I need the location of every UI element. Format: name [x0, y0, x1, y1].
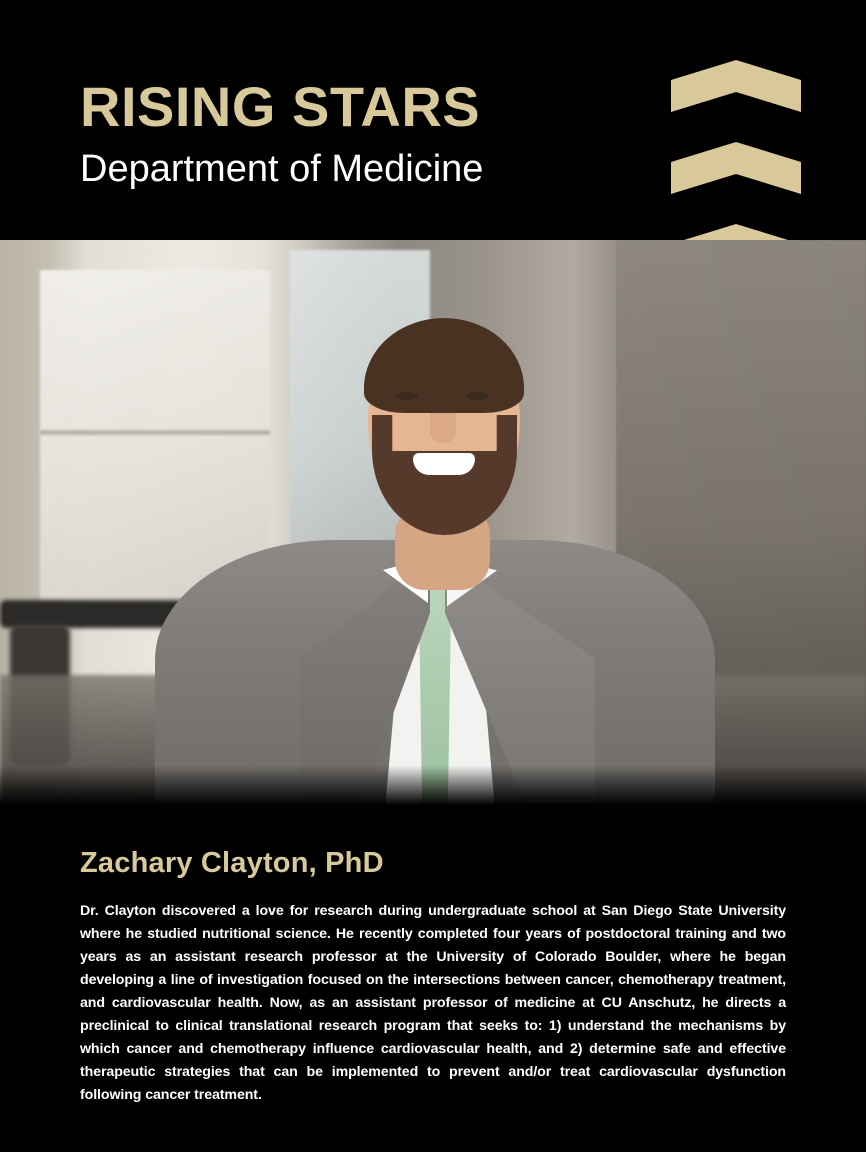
bio-paragraph: Dr. Clayton discovered a love for research during undergraduate school at San Diego State University where he studied nutritional science. He recently completed four years of postdoctoral training and two years as an assistant research professor at the University of Colorado Boulder, where he began developing a line of investigation focused on the intersections between cancer, chemotherapy treatment, and cardiovascular health. Now, as an assistant professor of medicine at CU Anschutz, he directs a preclinical to clinical translational research program that seeks to: 1) understand the mechanisms by which cancer and chemotherapy influence cardiovascular health, and 2) determine safe and effective therapeutic strategies that can be implemented to prevent and/or treat cardiovascular dysfunction following cancer treatment. — [80, 903, 786, 1103]
eyebrow-right — [462, 378, 492, 385]
chevron-down-icon — [671, 60, 801, 120]
photo-bottom-fade — [0, 765, 866, 805]
page-subtitle: Department of Medicine — [80, 147, 484, 190]
person-name: Zachary Clayton, PhD — [80, 847, 384, 879]
chevron-down-icon — [671, 224, 801, 240]
bio-section — [0, 805, 866, 1107]
eye-right — [466, 392, 488, 400]
smile — [413, 453, 475, 475]
eyebrow-left — [392, 378, 422, 385]
eye-left — [396, 392, 418, 400]
chevron-down-icon — [671, 142, 801, 202]
header-text-block — [80, 75, 484, 192]
portrait-photo — [0, 240, 866, 805]
poster-header — [0, 0, 866, 240]
person-figure — [0, 240, 866, 805]
page-title: RISING STARS — [80, 75, 481, 138]
hair — [364, 318, 524, 413]
chevron-decoration — [671, 60, 811, 240]
